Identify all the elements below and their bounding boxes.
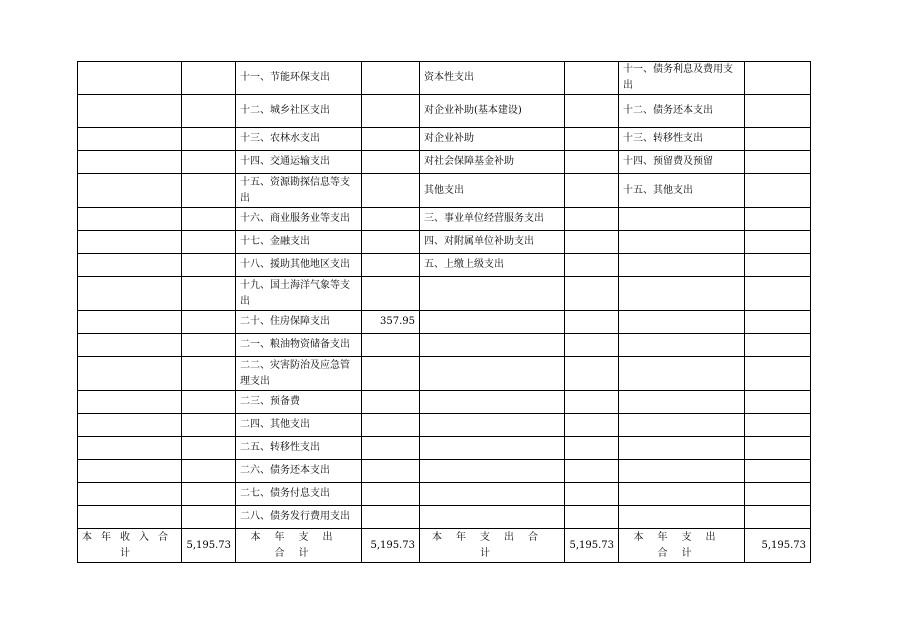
expense-function-cell: 二十、住房保障支出 <box>236 311 362 334</box>
income-amount-cell <box>182 506 236 529</box>
expense-economic-amount-cell <box>565 437 619 460</box>
expense-function-amount-cell <box>362 334 420 357</box>
income-total-label: 本年收入合计 <box>78 529 182 563</box>
expense-economic-cell <box>420 506 565 529</box>
expense-economic-amount-cell <box>565 460 619 483</box>
expense-govt-economic-cell: 十二、债务还本支出 <box>619 95 745 128</box>
income-item-cell <box>78 208 182 231</box>
expense-function-cell: 十六、商业服务业等支出 <box>236 208 362 231</box>
expense-function-amount-cell <box>362 357 420 391</box>
expense-economic-cell <box>420 460 565 483</box>
income-item-cell <box>78 483 182 506</box>
expense-govt-economic-amount-cell <box>745 391 811 414</box>
expense-govt-economic-amount-cell <box>745 483 811 506</box>
income-amount-cell <box>182 483 236 506</box>
expense-govt-economic-cell <box>619 231 745 254</box>
expense-govt-economic-cell <box>619 277 745 311</box>
expense-govt-economic-cell <box>619 437 745 460</box>
expense-govt-economic-amount-cell <box>745 151 811 174</box>
table-row <box>78 311 811 334</box>
table-row <box>78 62 811 95</box>
expense-economic-cell <box>420 483 565 506</box>
expense-function-amount-cell <box>362 437 420 460</box>
expense-economic-cell <box>420 277 565 311</box>
income-item-cell <box>78 437 182 460</box>
table-row <box>78 174 811 208</box>
expense-economic-cell <box>420 311 565 334</box>
expense-govt-economic-amount-cell <box>745 437 811 460</box>
expense-function-amount-cell <box>362 174 420 208</box>
income-amount-cell <box>182 208 236 231</box>
expense-economic-cell <box>420 437 565 460</box>
table-row <box>78 414 811 437</box>
income-item-cell <box>78 311 182 334</box>
expense-economic-amount-cell <box>565 62 619 95</box>
table-row <box>78 357 811 391</box>
expense-economic-amount-cell <box>565 311 619 334</box>
expense-economic-cell: 其他支出 <box>420 174 565 208</box>
income-amount-cell <box>182 231 236 254</box>
totals-row <box>78 529 811 563</box>
expense-govt-economic-cell: 十三、转移性支出 <box>619 128 745 151</box>
budget-table <box>77 61 811 563</box>
expense-economic-cell: 资本性支出 <box>420 62 565 95</box>
expense-function-cell: 二五、转移性支出 <box>236 437 362 460</box>
expense-function-cell: 十一、节能环保支出 <box>236 62 362 95</box>
table-row <box>78 95 811 128</box>
income-amount-cell <box>182 62 236 95</box>
income-item-cell <box>78 334 182 357</box>
expense-economic-amount-cell <box>565 231 619 254</box>
expense-govt-economic-amount-cell <box>745 506 811 529</box>
expense-function-cell: 十五、资源勘探信息等支出 <box>236 174 362 208</box>
expense-govt-economic-cell <box>619 506 745 529</box>
income-item-cell <box>78 174 182 208</box>
expense-economic-amount-cell <box>565 414 619 437</box>
expense-function-cell: 二七、债务付息支出 <box>236 483 362 506</box>
expense-economic-amount-cell <box>565 357 619 391</box>
income-amount-cell <box>182 437 236 460</box>
income-item-cell <box>78 460 182 483</box>
income-item-cell <box>78 506 182 529</box>
expense-function-amount-cell <box>362 62 420 95</box>
expense-govt-economic-amount-cell <box>745 254 811 277</box>
expense-govt-economic-amount-cell <box>745 128 811 151</box>
table-row <box>78 483 811 506</box>
expense-function-amount-cell <box>362 483 420 506</box>
income-amount-cell <box>182 391 236 414</box>
table-row <box>78 128 811 151</box>
expense-function-amount-cell <box>362 151 420 174</box>
income-total-value: 5,195.73 <box>182 529 236 563</box>
expense-economic-amount-cell <box>565 128 619 151</box>
expense-function-cell: 十四、交通运输支出 <box>236 151 362 174</box>
expense-economic-amount-cell <box>565 277 619 311</box>
expense-economic-cell <box>420 334 565 357</box>
income-item-cell <box>78 357 182 391</box>
income-amount-cell <box>182 460 236 483</box>
expense-function-cell: 十九、国土海洋气象等支出 <box>236 277 362 311</box>
table-row <box>78 391 811 414</box>
table-row <box>78 506 811 529</box>
expense-function-cell: 十二、城乡社区支出 <box>236 95 362 128</box>
expense-function-total-label: 本年支出合计 <box>236 529 362 563</box>
table-row <box>78 254 811 277</box>
expense-function-amount-cell <box>362 414 420 437</box>
expense-function-cell: 二三、预备费 <box>236 391 362 414</box>
expense-govt-economic-cell: 十一、债务利息及费用支出 <box>619 62 745 95</box>
expense-govt-economic-cell <box>619 208 745 231</box>
expense-function-cell: 十三、农林水支出 <box>236 128 362 151</box>
expense-function-amount-cell <box>362 254 420 277</box>
income-item-cell <box>78 151 182 174</box>
table-row <box>78 208 811 231</box>
income-amount-cell <box>182 311 236 334</box>
expense-govt-economic-amount-cell <box>745 414 811 437</box>
expense-function-amount-cell <box>362 277 420 311</box>
income-item-cell <box>78 95 182 128</box>
expense-function-amount-cell <box>362 506 420 529</box>
expense-govt-economic-cell <box>619 357 745 391</box>
expense-function-amount-cell: 357.95 <box>362 311 420 334</box>
expense-function-amount-cell <box>362 460 420 483</box>
expense-function-amount-cell <box>362 208 420 231</box>
expense-function-amount-cell <box>362 231 420 254</box>
income-amount-cell <box>182 151 236 174</box>
income-item-cell <box>78 277 182 311</box>
income-amount-cell <box>182 277 236 311</box>
income-amount-cell <box>182 95 236 128</box>
expense-govt-economic-cell <box>619 391 745 414</box>
expense-govt-economic-cell <box>619 414 745 437</box>
expense-govt-economic-amount-cell <box>745 95 811 128</box>
expense-economic-amount-cell <box>565 151 619 174</box>
expense-economic-cell: 五、上缴上级支出 <box>420 254 565 277</box>
table-row <box>78 334 811 357</box>
expense-govt-economic-cell <box>619 460 745 483</box>
expense-govt-economic-amount-cell <box>745 62 811 95</box>
income-item-cell <box>78 391 182 414</box>
expense-economic-amount-cell <box>565 254 619 277</box>
expense-govt-economic-amount-cell <box>745 231 811 254</box>
table-row <box>78 277 811 311</box>
expense-economic-amount-cell <box>565 391 619 414</box>
expense-govt-economic-total-value: 5,195.73 <box>745 529 811 563</box>
expense-function-amount-cell <box>362 391 420 414</box>
income-amount-cell <box>182 174 236 208</box>
expense-economic-amount-cell <box>565 95 619 128</box>
expense-function-cell: 十八、援助其他地区支出 <box>236 254 362 277</box>
expense-govt-economic-cell: 十四、预留费及预留 <box>619 151 745 174</box>
income-amount-cell <box>182 128 236 151</box>
expense-economic-amount-cell <box>565 334 619 357</box>
expense-economic-cell: 三、事业单位经营服务支出 <box>420 208 565 231</box>
expense-economic-cell: 四、对附属单位补助支出 <box>420 231 565 254</box>
expense-function-cell: 二六、债务还本支出 <box>236 460 362 483</box>
table-row <box>78 437 811 460</box>
expense-govt-economic-amount-cell <box>745 277 811 311</box>
income-item-cell <box>78 231 182 254</box>
expense-economic-amount-cell <box>565 483 619 506</box>
income-amount-cell <box>182 254 236 277</box>
expense-economic-cell: 对企业补助 <box>420 128 565 151</box>
expense-economic-cell: 对社会保障基金补助 <box>420 151 565 174</box>
income-item-cell <box>78 128 182 151</box>
income-item-cell <box>78 414 182 437</box>
expense-govt-economic-total-label: 本年支出合计 <box>619 529 745 563</box>
expense-govt-economic-cell <box>619 483 745 506</box>
expense-function-cell: 十七、金融支出 <box>236 231 362 254</box>
table-row <box>78 151 811 174</box>
income-amount-cell <box>182 414 236 437</box>
expense-govt-economic-cell: 十五、其他支出 <box>619 174 745 208</box>
expense-function-cell: 二二、灾害防治及应急管理支出 <box>236 357 362 391</box>
expense-function-cell: 二八、债务发行费用支出 <box>236 506 362 529</box>
expense-economic-total-value: 5,195.73 <box>565 529 619 563</box>
expense-govt-economic-amount-cell <box>745 208 811 231</box>
expense-function-amount-cell <box>362 95 420 128</box>
income-item-cell <box>78 254 182 277</box>
expense-govt-economic-amount-cell <box>745 357 811 391</box>
expense-economic-total-label: 本年支出合计 <box>420 529 565 563</box>
expense-economic-amount-cell <box>565 506 619 529</box>
income-amount-cell <box>182 357 236 391</box>
expense-function-cell: 二四、其他支出 <box>236 414 362 437</box>
expense-govt-economic-amount-cell <box>745 174 811 208</box>
expense-govt-economic-cell <box>619 254 745 277</box>
expense-economic-cell <box>420 357 565 391</box>
expense-govt-economic-cell <box>619 334 745 357</box>
expense-function-cell: 二一、粮油物资储备支出 <box>236 334 362 357</box>
expense-economic-amount-cell <box>565 208 619 231</box>
expense-govt-economic-amount-cell <box>745 334 811 357</box>
expense-govt-economic-amount-cell <box>745 460 811 483</box>
expense-govt-economic-amount-cell <box>745 311 811 334</box>
table-row <box>78 231 811 254</box>
income-item-cell <box>78 62 182 95</box>
expense-economic-cell: 对企业补助(基本建设) <box>420 95 565 128</box>
expense-economic-cell <box>420 414 565 437</box>
expense-function-total-value: 5,195.73 <box>362 529 420 563</box>
expense-economic-cell <box>420 391 565 414</box>
table-row <box>78 460 811 483</box>
income-amount-cell <box>182 334 236 357</box>
expense-function-amount-cell <box>362 128 420 151</box>
expense-economic-amount-cell <box>565 174 619 208</box>
expense-govt-economic-cell <box>619 311 745 334</box>
